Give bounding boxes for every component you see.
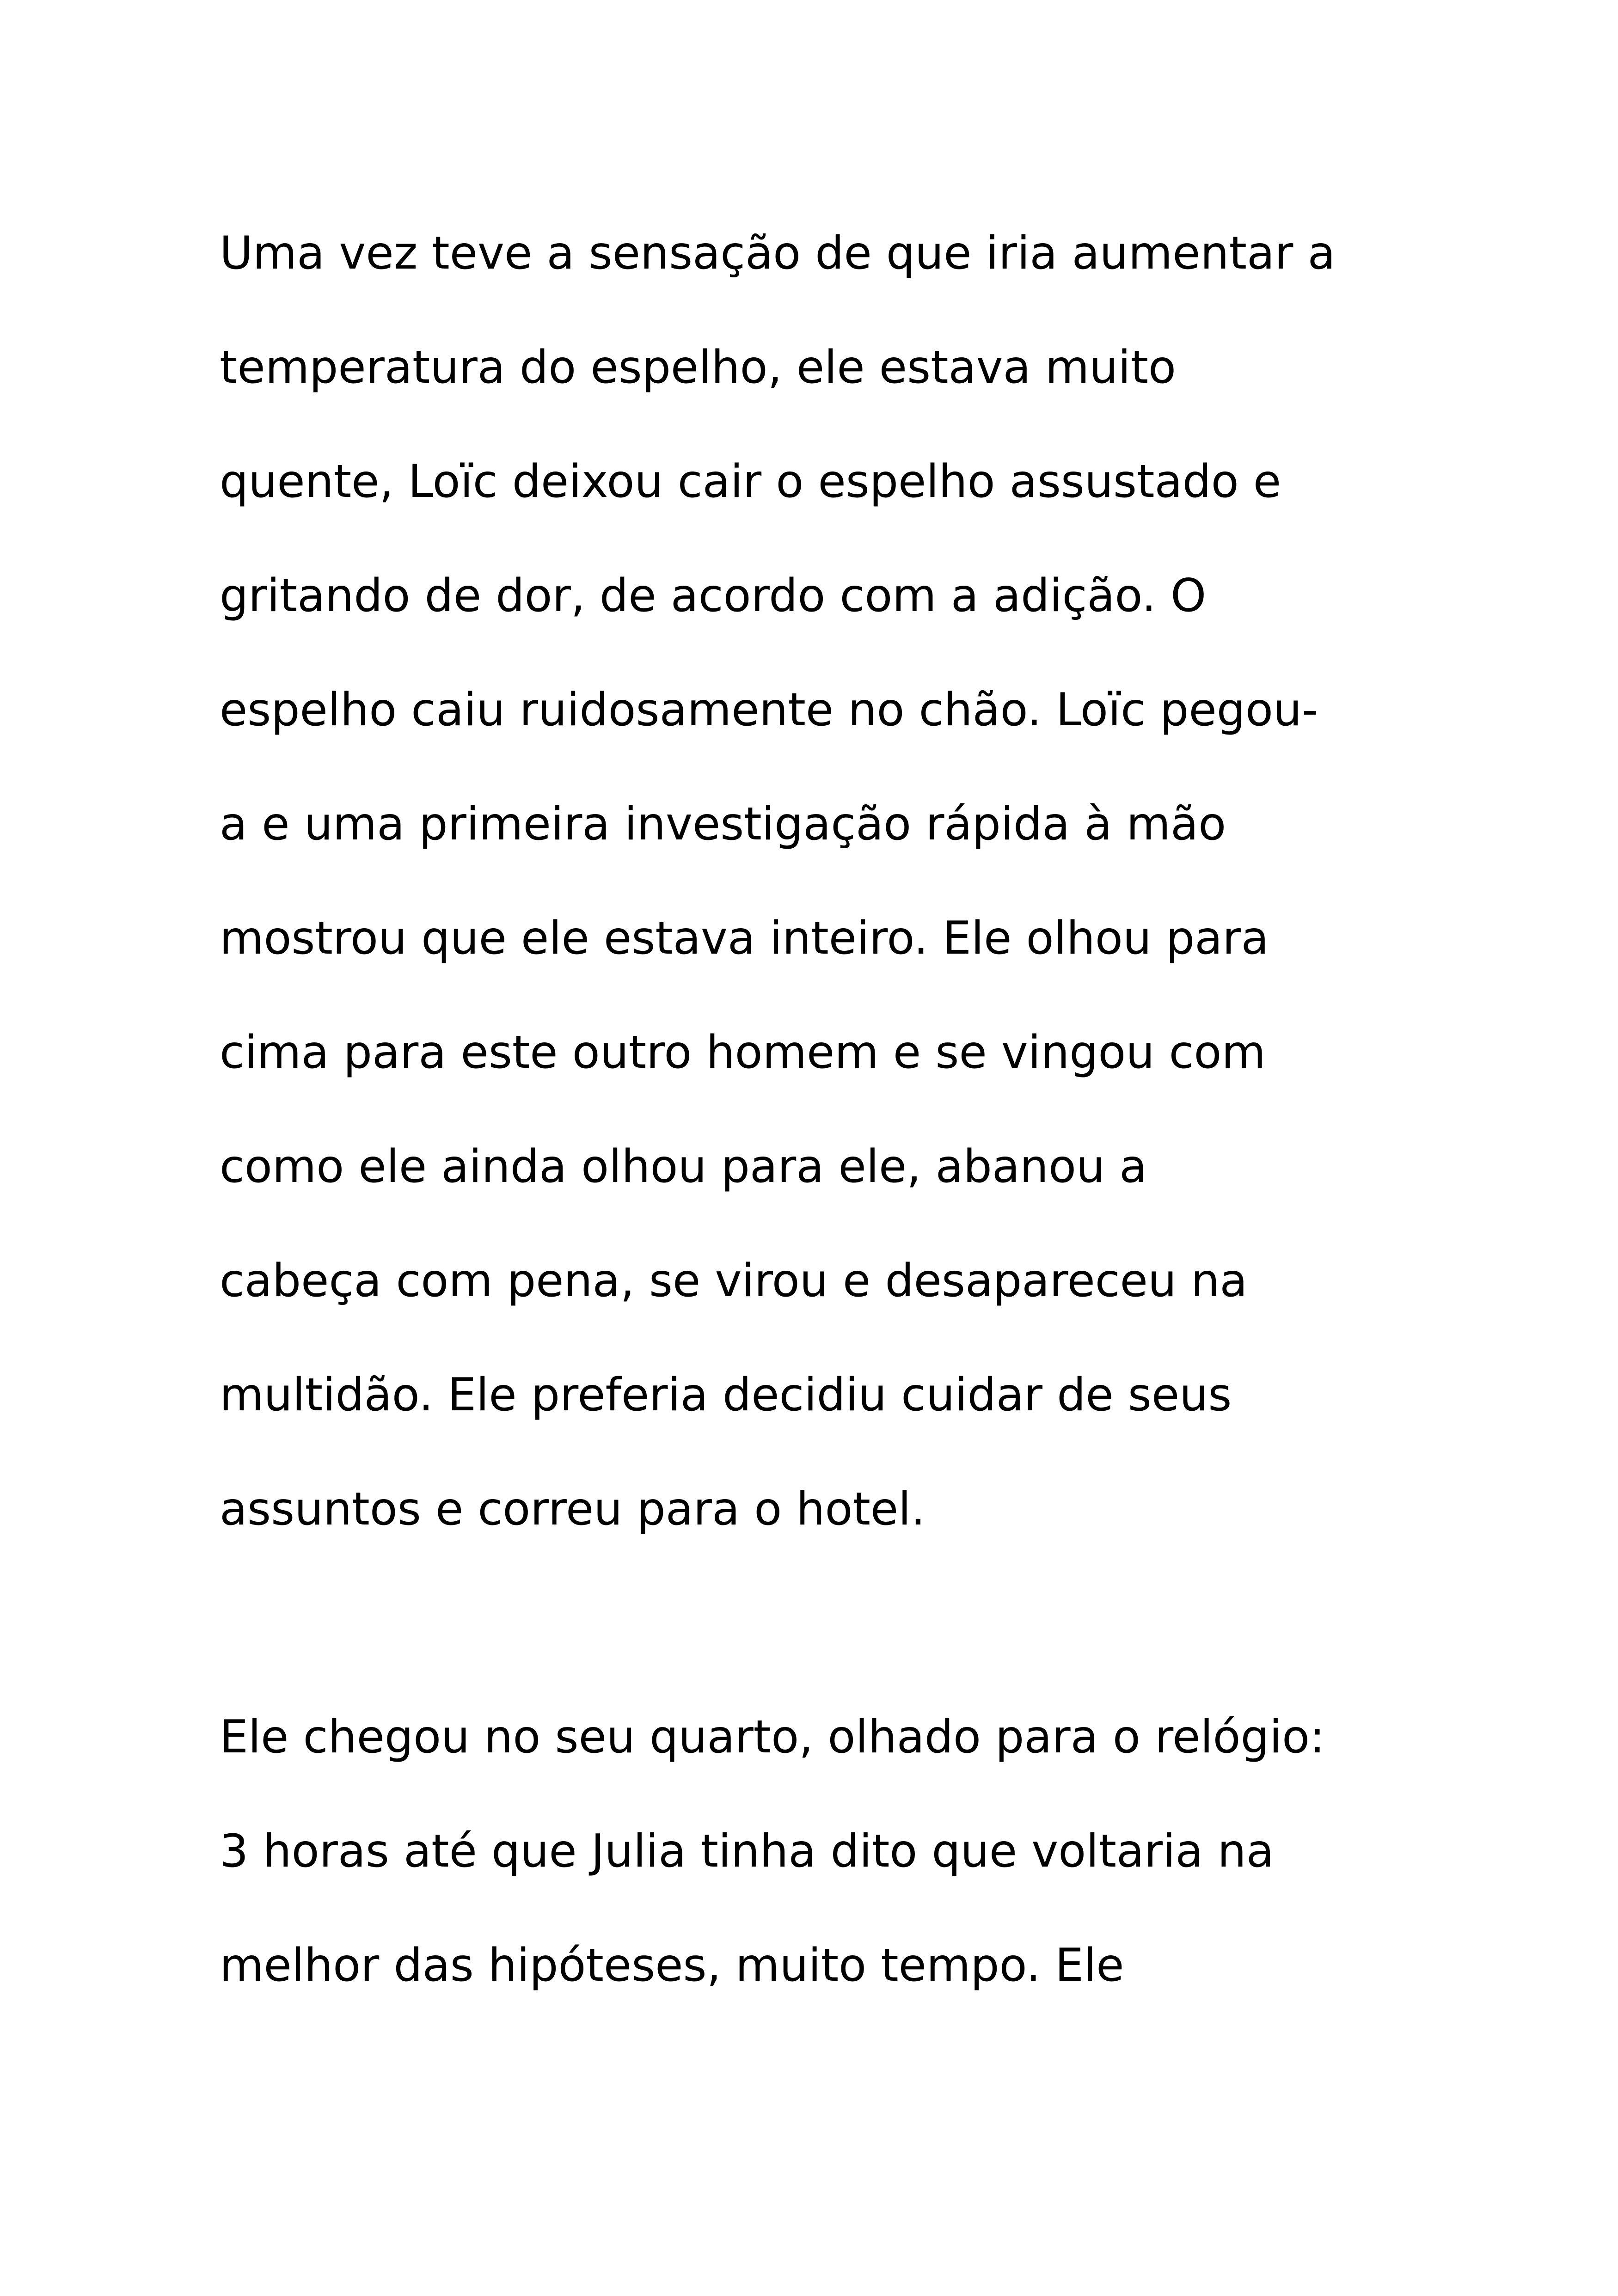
text-line: mostrou que ele estava inteiro. Ele olhou para — [220, 912, 1269, 965]
text-line: temperatura do espelho, ele estava muito — [220, 341, 1177, 394]
text-line: cima para este outro homem e se vingou com — [220, 1026, 1266, 1079]
paragraph-2 — [220, 1680, 1468, 2023]
text-line: como ele ainda olhou para ele, abanou a — [220, 1140, 1147, 1193]
text-line: multidão. Ele preferia decidiu cuidar de seus — [220, 1369, 1232, 1421]
text-line: 3 horas até que Julia tinha dito que voltaria na — [220, 1825, 1274, 1878]
text-line: espelho caiu ruidosamente no chão. Loïc pegou- — [220, 684, 1318, 736]
text-line: cabeça com pena, se virou e desapareceu na — [220, 1255, 1248, 1307]
text-line: quente, Loïc deixou cair o espelho assustado e — [220, 455, 1281, 508]
text-line: melhor das hipóteses, muito tempo. Ele — [220, 1939, 1124, 1992]
text-line: Uma vez teve a sensação de que iria aumentar a — [220, 227, 1336, 280]
text-line: Ele chegou no seu quarto, olhado para o relógio: — [220, 1711, 1325, 1763]
text-line: gritando de dor, de acordo com a adição. O — [220, 569, 1207, 622]
text-line: assuntos e correu para o hotel. — [220, 1483, 925, 1536]
paragraph-1 — [220, 196, 1468, 1567]
text-line: a e uma primeira investigação rápida à mão — [220, 798, 1226, 851]
